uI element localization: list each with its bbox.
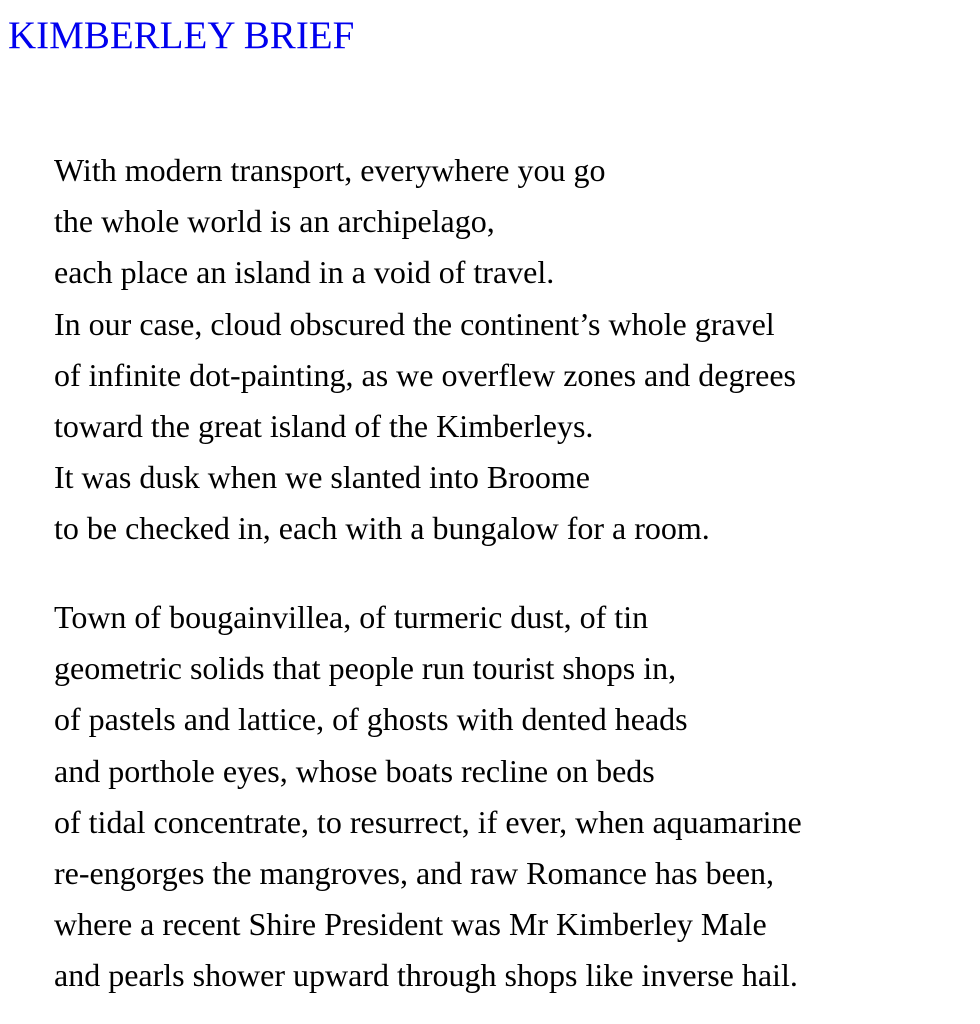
- poem-line: geometric solids that people run tourist shops in,: [54, 650, 677, 687]
- stanza: [54, 592, 802, 1002]
- poem-line: re-engorges the mangroves, and raw Romance has been,: [54, 855, 775, 892]
- poem-line: of pastels and lattice, of ghosts with dented heads: [54, 701, 688, 738]
- poem-line: where a recent Shire President was Mr Kimberley Male: [54, 906, 767, 943]
- poem-line: to be checked in, each with a bungalow for a room.: [54, 510, 710, 547]
- poem-line: of infinite dot-painting, as we overflew zones and degrees: [54, 356, 796, 393]
- poem-line: and porthole eyes, whose boats recline on beds: [54, 752, 655, 789]
- poem-line: It was dusk when we slanted into Broome: [54, 459, 590, 496]
- poem-line: and pearls shower upward through shops like inverse hail.: [54, 957, 798, 994]
- poem-line: In our case, cloud obscured the continent’s whole gravel: [54, 305, 775, 342]
- poem-line: each place an island in a void of travel.: [54, 254, 555, 291]
- poem-line: With modern transport, everywhere you go: [54, 152, 606, 188]
- stanza: [54, 145, 796, 555]
- page-title: KIMBERLEY BRIEF: [8, 14, 355, 57]
- poem-line: of tidal concentrate, to resurrect, if ever, when aquamarine: [54, 803, 802, 840]
- poem-line: Town of bougainvillea, of turmeric dust, of tin: [54, 599, 649, 635]
- poem-line: toward the great island of the Kimberleys.: [54, 408, 594, 445]
- poem-line: the whole world is an archipelago,: [54, 203, 495, 240]
